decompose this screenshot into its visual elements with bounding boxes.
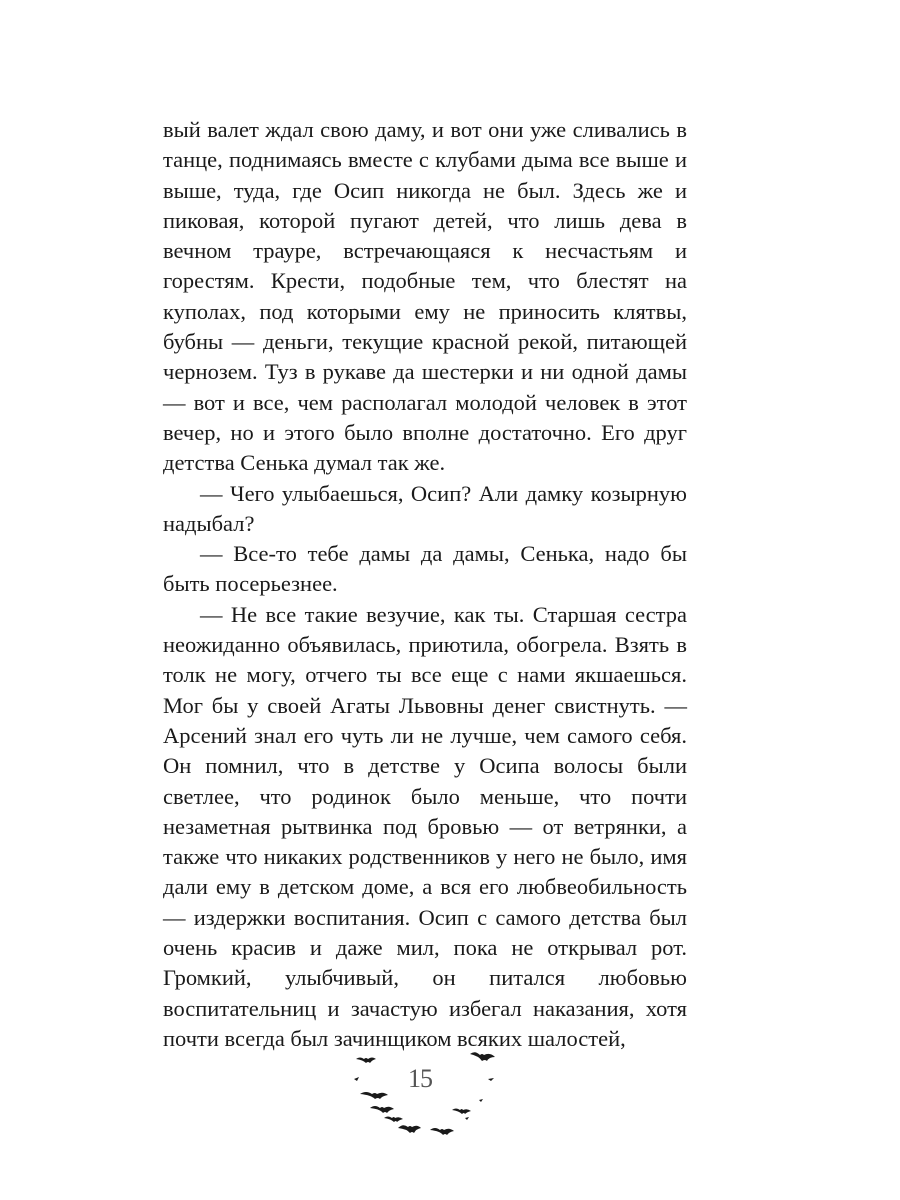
body-text <box>163 115 687 1054</box>
paragraph-dialog-1: — Чего улыбаешься, Осип? Али дамку козырную надыбал? <box>163 480 687 536</box>
paragraph-dialog-3: — Не все такие везучие, как ты. Старшая сестра неожиданно объявилась, приютила, обогрела. Взять в толк не могу, отчего ты все еще с нами якшаешься. Мог бы у своей Агаты Львовны денег свистнуть. — Арсений знал его чуть ли не лучше, чем самого себя. Он помнил, что в детстве у Осипа волосы были светлее, что родинок было меньше, что почти незаметная рытвинка под бровью — от ветрянки, а также что никаких родственников у него не было, имя дали ему в детском доме, а вся его любвеобильность — издержки воспитания. Осип с самого детства был очень красив и даже мил, пока не открывал рот. Громкий, улыбчивый, он питался любовью воспитательниц и зачастую избегал наказания, хотя почти всегда был зачинщиком всяких шалостей, <box>163 601 687 1051</box>
page-footer <box>340 1048 510 1138</box>
paragraph-narrative: вый валет ждал свою даму, и вот они уже сливались в танце, поднимаясь вместе с клубами дыма все выше и выше, туда, где Осип никогда не был. Здесь же и пиковая, которой пугают детей, что лишь дева в вечном трауре, встречающаяся к несчастьям и горестям. Крести, подобные тем, что блестят на куполах, под которыми ему не приносить клятвы, бубны — деньги, текущие красной рекой, питающей чернозем. Туз в рукаве да шестерки и ни одной дамы — вот и все, чем располагал молодой человек в этот вечер, но и этого было вполне достаточно. Его друг детства Сенька думал так же. <box>163 117 687 476</box>
paragraph-dialog-2: — Все-то тебе дамы да дамы, Сенька, надо бы быть посерьезнее. <box>163 541 687 597</box>
page-number: 15 <box>408 1064 432 1093</box>
